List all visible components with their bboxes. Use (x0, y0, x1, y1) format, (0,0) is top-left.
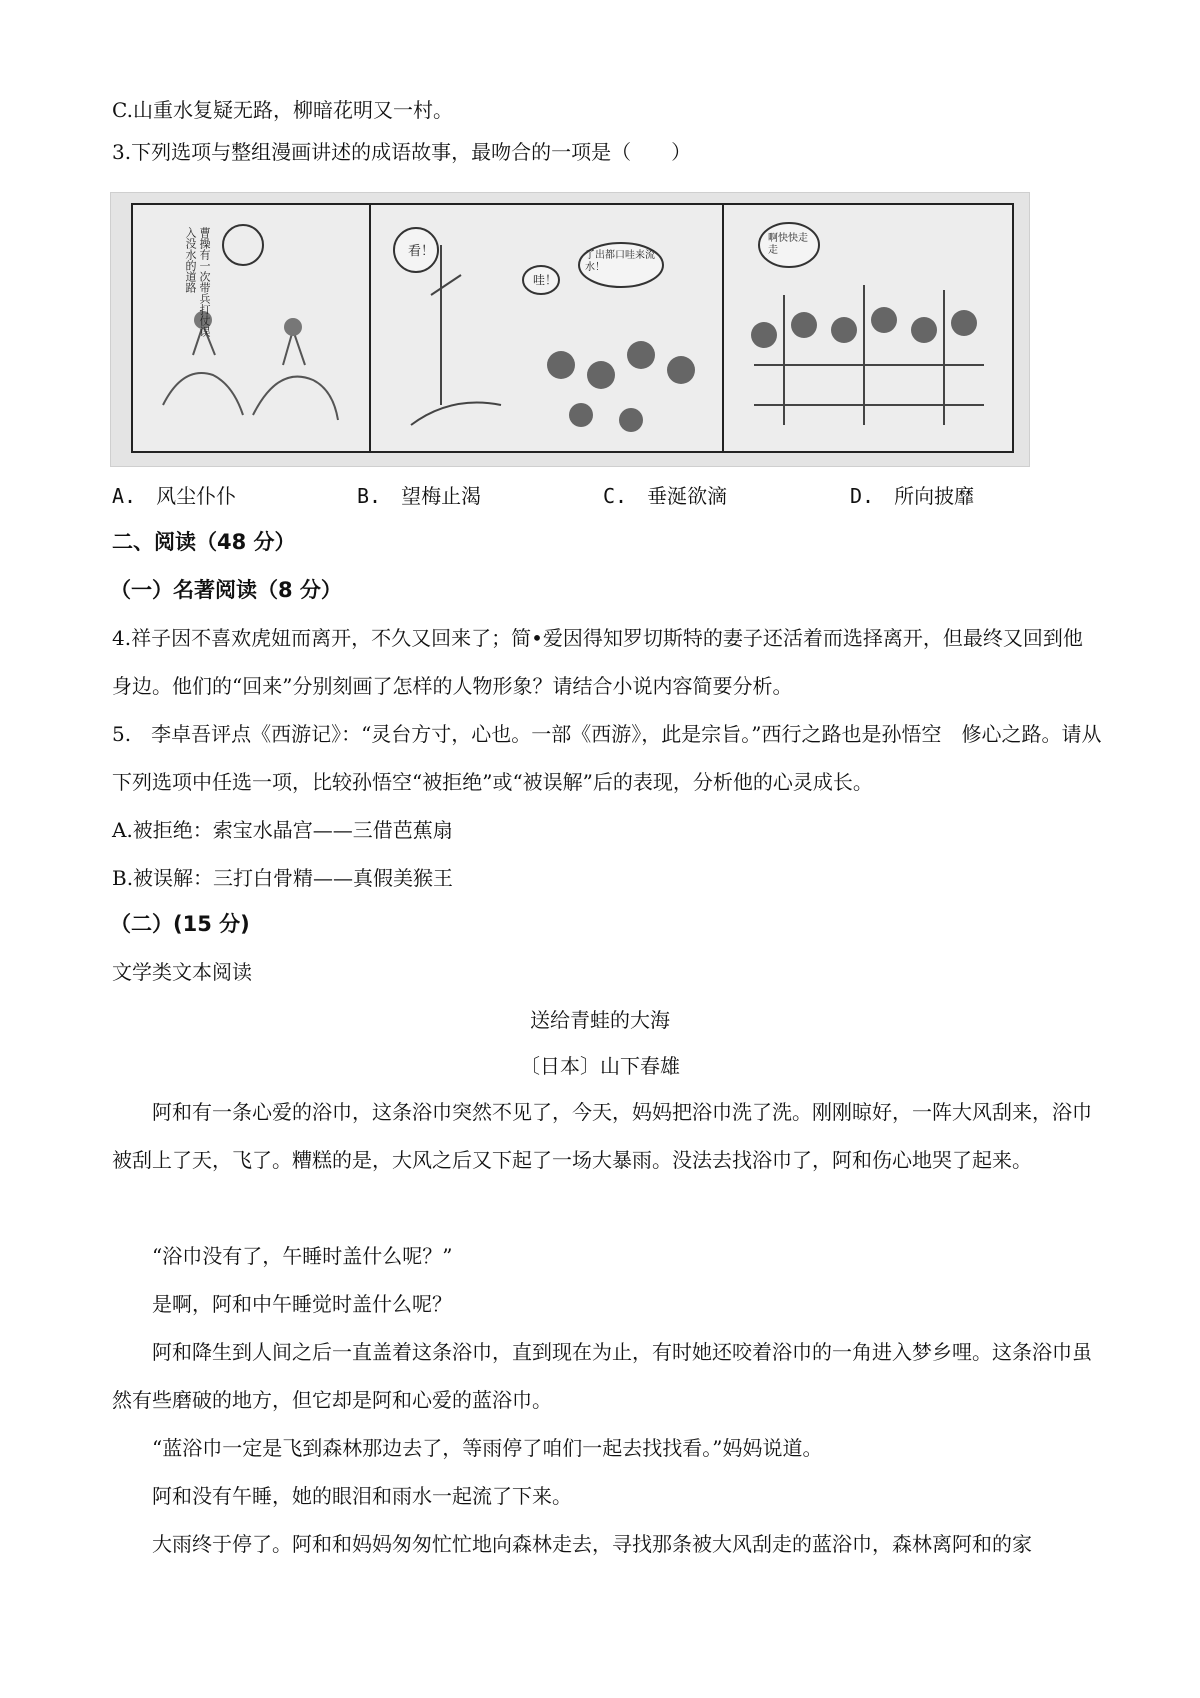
genre-label: 文学类文本阅读 (112, 960, 252, 984)
section-heading-reading: 二、阅读（48 分） (112, 530, 296, 554)
story-paragraph-3: 是啊，阿和中午睡觉时盖什么呢？ (152, 1292, 452, 1316)
story-title: 送给青蛙的大海 (530, 1008, 670, 1032)
comic-panel-1 (131, 203, 371, 453)
question-5-option-b: B.被误解：三打白骨精——真假美猴王 (112, 866, 454, 890)
question-4: 4.祥子因不喜欢虎妞而离开，不久又回来了；简•爱因得知罗切斯特的妻子还活着而选择离开，但最终又回到他身边。他们的“回来”分别刻画了怎样的人物形象？请结合小说内容简要分析。 (112, 626, 1083, 698)
comic-bubble-1: 曹操有一次带兵打仗误入没水的道路 (184, 227, 211, 337)
story-author: 〔日本〕山下春雄 (520, 1054, 680, 1078)
story-paragraph-1: 阿和有一条心爱的浴巾，这条浴巾突然不见了，今天，妈妈把浴巾洗了洗。刚刚晾好，一阵大风刮来，浴巾被刮上了天，飞了。糟糕的是，大风之后又下起了一场大暴雨。没法去找浴巾了，阿和伤心地哭了起来。 (112, 1100, 1092, 1172)
question-3-prompt: 3.下列选项与整组漫画讲述的成语故事，最吻合的一项是（ ） (112, 140, 692, 164)
story-paragraph-2: “浴巾没有了，午睡时盖什么呢？” (152, 1244, 453, 1268)
question-5: 5. 李卓吾评点《西游记》：“灵台方寸，心也。一部《西游》，此是宗旨。”西行之路也是孙悟空 修心之路。请从下列选项中任选一项，比较孙悟空“被拒绝”或“被误解”后的表现，分析他的心灵成长。 (112, 722, 1102, 794)
comic-panel-2 (369, 203, 724, 453)
question-3-option-b: B. 望梅止渴 (357, 484, 482, 508)
story-paragraph-4: 阿和降生到人间之后一直盖着这条浴巾，直到现在为止，有时她还咬着浴巾的一角进入梦乡哩。这条浴巾虽然有些磨破的地方，但它却是阿和心爱的蓝浴巾。 (112, 1340, 1092, 1412)
comic-bubble-5: 啊快快走走 (768, 233, 808, 256)
question-2-option-c: C.山重水复疑无路，柳暗花明又一村。 (112, 98, 453, 122)
question-3-option-c: C. 垂涎欲滴 (603, 484, 728, 508)
comic-bubble-4: 哇！ (533, 273, 558, 287)
question-3-option-d: D. 所向披靡 (850, 484, 975, 508)
comic-bubble-3: 了出都口哇来流水！ (585, 250, 655, 273)
question-5-option-a: A.被拒绝：索宝水晶宫——三借芭蕉扇 (112, 818, 453, 842)
comic-strip-image (110, 192, 1030, 467)
story-paragraph-6: 阿和没有午睡，她的眼泪和雨水一起流了下来。 (152, 1484, 572, 1508)
story-paragraph-5: “蓝浴巾一定是飞到森林那边去了，等雨停了咱们一起去找找看。”妈妈说道。 (152, 1436, 823, 1460)
question-3-option-a: A. 风尘仆仆 (112, 484, 237, 508)
comic-bubble-2: 看！ (408, 244, 435, 259)
subsection-heading-two: （二）(15 分) (110, 912, 250, 936)
story-paragraph-7: 大雨终于停了。阿和和妈妈匆匆忙忙地向森林走去，寻找那条被大风刮走的蓝浴巾，森林离阿和的家 (152, 1532, 1032, 1556)
subsection-heading-classics: （一）名著阅读（8 分） (110, 578, 342, 602)
comic-panel-3 (722, 203, 1014, 453)
